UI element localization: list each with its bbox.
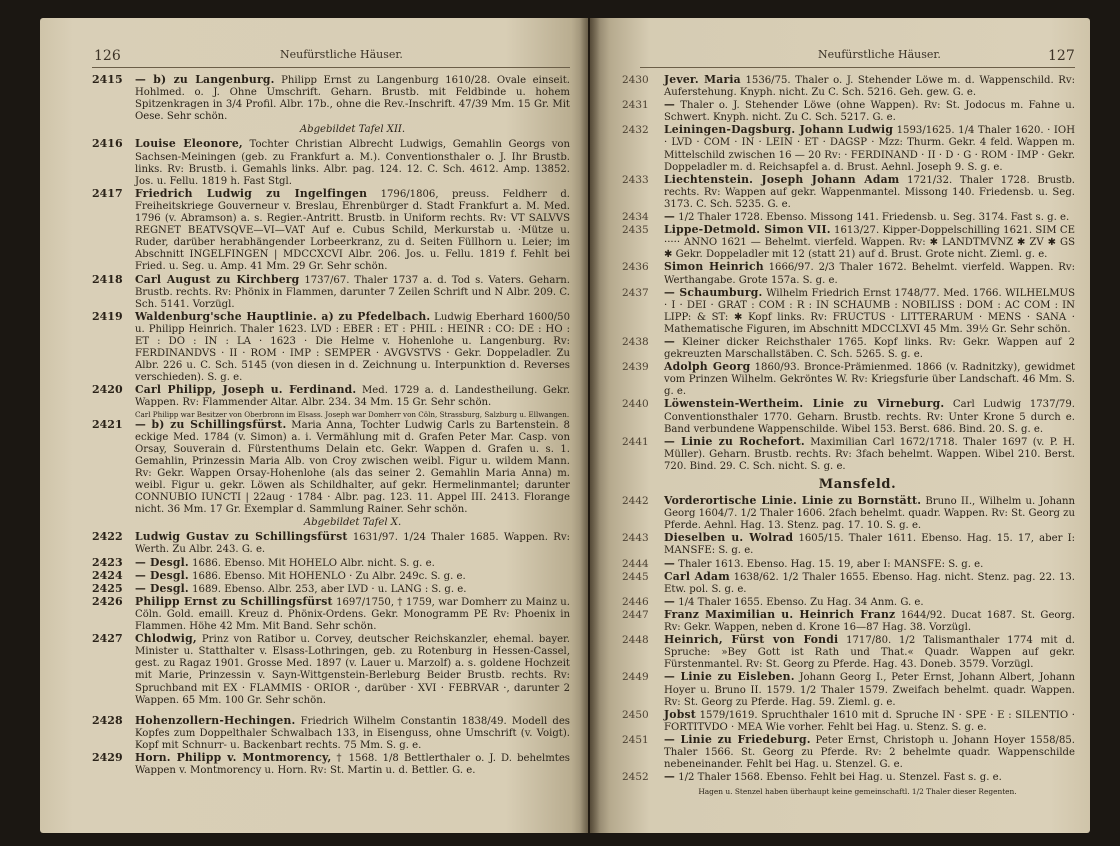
header-rule	[92, 67, 570, 68]
catalog-entry	[92, 633, 570, 707]
entry-heading: Carl Philipp, Joseph u. Ferdinand.	[135, 383, 357, 397]
entry-description: 1631/97. 1/24 Thaler 1685. Wappen. Rv: Werth. Zu Albr. 243. G. e.	[135, 532, 570, 556]
catalog-entry	[622, 770, 1075, 784]
lot-number: 2434	[622, 211, 649, 224]
lot-number: 2415	[92, 73, 123, 86]
entry-description: 1737/67. Thaler 1737 a. d. Tod s. Vaters. Geharn. Brustb. rechts. Rv: Phönix in Flammen, darunter 7 Zeilen Schrift und N Albr. 209. C. Sch. 5141. Vorzügl.	[135, 274, 570, 310]
entry-list	[622, 73, 1076, 798]
catalog-entry	[622, 73, 1075, 99]
entry-heading: Jever. Maria	[664, 73, 741, 86]
lot-number: 2439	[622, 361, 649, 374]
entry-heading: Louise Eleonore,	[135, 137, 243, 151]
lot-number: 2442	[622, 495, 649, 508]
book-gutter	[580, 18, 600, 833]
entry-description: 1605/15. Thaler 1611. Ebenso. Hag. 15. 17, aber I: MANSFE: S. g. e.	[664, 533, 1075, 557]
catalog-entry	[92, 419, 570, 530]
page-number: 126	[94, 48, 121, 64]
lot-number: 2437	[622, 286, 649, 299]
entry-heading: —	[664, 210, 675, 224]
entry-description: Ludwig Eberhard 1600/50 u. Philipp Heinrich. Thaler 1623. LVD : EBER : ET : PHIL : HEINR : CO: DE : HO : ET : DO : IN : LA · 1623 · Die Helme v. Hohenlohe u. Langenburg. Rv: FERDINANDVS · II · ROM · IMP : SEMPER · AVGVSTVS · Gekr. Doppeladler. Zu Albr. 226 u. C. Sch. 5145 (von diesen in d. Zeichnung u. Interpunktion d. Reverses verschieden). S. g. e.	[135, 311, 570, 384]
entry-description: Med. 1729 a. d. Landestheilung. Gekr. Wappen. Rv: Flammender Altar. Albr. 234. 34 Mm. 15 Gr. Sehr schön.	[135, 385, 570, 409]
lot-number: 2445	[622, 570, 649, 583]
section-heading: Mansfeld.	[818, 477, 897, 492]
lot-number: 2419	[92, 309, 123, 323]
plate-reference: Abgebildet Tafel X.	[303, 517, 402, 529]
catalog-entry	[92, 715, 570, 752]
entry-heading: Hohenzollern-Hechingen.	[135, 713, 296, 727]
lot-number: 2428	[92, 713, 123, 727]
entry-description: 1697/1750, † 1759, war Domherr zu Mainz u. Cöln. Gold. emaill. Kreuz d. Phönix-Ordens. Gekr. Monogramm PE Rv: Phoenix in Flammen. Höhe 42 Mm. Mit Band. Sehr schön.	[135, 596, 571, 633]
entry-heading: Simon Heinrich	[664, 260, 764, 274]
catalog-entry	[622, 732, 1075, 771]
lot-number: 2432	[622, 124, 649, 137]
entry-description: Friedrich Wilhelm Constantin 1838/49. Modell des Kopfes zum Doppelthaler Schwalbach 133, in Eisenguss, ohne Umschrift (v. Voigt). Kopf mit Schnurr- u. Backenbart rechts. 75 Mm. S. g. e.	[135, 715, 570, 751]
lot-number: 2452	[622, 771, 649, 784]
lot-number: 2440	[622, 398, 649, 411]
catalog-entry	[622, 98, 1075, 124]
entry-description: 1536/75. Thaler o. J. Stehender Löwe m. d. Wappenschild. Rv: Auferstehung. Knyph. nicht. Zu C. Sch. 5216. Geh. gew. G. e.	[664, 75, 1075, 99]
catalog-entry	[622, 531, 1075, 557]
entry-heading: Löwenstein-Wertheim. Linie zu Virneburg.	[664, 397, 945, 411]
entry-heading: Jobst	[664, 707, 696, 721]
entry-heading: — Linie zu Friedeburg.	[664, 732, 811, 746]
entry-heading: Philipp Ernst zu Schillingsfürst	[135, 594, 333, 608]
left-page	[40, 18, 588, 833]
lot-number: 2427	[92, 632, 123, 646]
catalog-entry	[622, 260, 1075, 286]
entry-heading: Franz Maximilian u. Heinrich Franz	[664, 607, 896, 621]
entry-heading: Horn. Philipp v. Montmorency,	[135, 750, 332, 764]
running-head: Neufürstliche Häuser.	[818, 48, 941, 61]
lot-number: 2425	[92, 581, 123, 595]
entry-heading: Vorderortische Linie. Linie zu Bornstätt.	[664, 494, 922, 508]
catalog-entry	[92, 311, 570, 385]
catalog-entry	[622, 172, 1075, 211]
catalog-entry	[92, 531, 570, 556]
catalog-entry	[622, 607, 1075, 634]
entry-description: 1/2 Thaler 1568. Ebenso. Fehlt bei Hag. u. Stenzel. Fast s. g. e.	[678, 772, 1002, 784]
catalog-entry	[622, 223, 1076, 261]
catalog-entry	[622, 494, 1076, 532]
entry-description: 1686. Ebenso. Mit HOHELO Albr. nicht. S. g. e.	[192, 557, 435, 569]
entry-description: 1/2 Thaler 1728. Ebenso. Missong 141. Friedensb. u. Seg. 3174. Fast s. g. e.	[678, 212, 1070, 224]
lot-number: 2441	[622, 435, 649, 448]
catalog-entry	[622, 334, 1075, 361]
lot-number: 2448	[622, 634, 649, 647]
entry-description: 1613/27. Kipper-Doppelschilling 1621. SIM CE ····· ANNO 1621 — Behelmt. vierfeld. Wappen. Rv: ✱ LANDTMVNZ ✱ ZV ✱ GS ✱ Gekr. Doppeladler mit 12 (statt 21) auf d. Brust. Grote nicht. Zieml. g. e.	[664, 225, 1076, 261]
lot-number: 2424	[92, 568, 123, 582]
entry-heading: — Desgl.	[135, 555, 189, 569]
catalog-entry	[622, 707, 1075, 734]
entry-heading: — Linie zu Eisleben.	[664, 670, 795, 684]
entry-description: Philipp Ernst zu Langenburg 1610/28. Ovale einseit. Hohlmed. o. J. Ohne Umschrift. Geharn. Brustb. mit Feldbinde u. hohem Spitzenkragen in 3/4 Profil. Albr. 17b., ohne die Rev.-Inschrift. 47/39 Mm. 15 Gr. Mit Oese. Sehr schön.	[135, 75, 570, 123]
lot-number: 2436	[622, 261, 649, 274]
catalog-entry	[92, 138, 570, 187]
lot-number: 2435	[622, 224, 649, 237]
page-number: 127	[1048, 48, 1075, 64]
entry-heading: —	[664, 334, 675, 348]
catalog-entry	[92, 188, 570, 274]
entry-heading: — Linie zu Rochefort.	[664, 434, 805, 448]
entry-heading: Dieselben u. Wolrad	[664, 531, 794, 545]
entry-heading: Chlodwig,	[135, 632, 197, 646]
lot-number: 2417	[92, 186, 123, 200]
entry-description: Thaler o. J. Stehender Löwe (ohne Wappen). Rv: St. Jodocus m. Fahne u. Schwert. Knyph. nicht. Zu C. Sch. 5217. G. e.	[664, 100, 1075, 124]
lot-number: 2423	[92, 555, 123, 569]
entry-heading: — Desgl.	[135, 581, 189, 595]
entry-heading: — b) zu Langenburg.	[135, 73, 275, 86]
entry-description: Tochter Christian Albrecht Ludwigs, Gemahlin Georgs von Sachsen-Meiningen (geb. zu Frankfurt a. M.). Conventionsthaler o. J. Ihr Brustb. links. Rv: Brustb. i. Gemahls links. Albr. pag. 124. 12. C. Sch. 4612. Amp. 13852. Jos. u. Fellu. 1819 h. Fast Stgl.	[135, 139, 570, 187]
lot-number: 2451	[622, 733, 649, 746]
lot-number: 2431	[622, 99, 649, 112]
entry-heading: Heinrich, Fürst von Fondi	[664, 633, 839, 647]
lot-number: 2443	[622, 532, 649, 545]
entry-description: 1689. Ebenso. Albr. 253, aber LVD · u. LANG : S. g. e.	[192, 583, 467, 595]
entry-heading: —	[664, 556, 675, 570]
entry-heading: Carl Adam	[664, 569, 730, 583]
entry-description: Thaler 1613. Ebenso. Hag. 15. 19, aber I: MANSFE: S. g. e.	[678, 558, 984, 570]
entry-heading: — Desgl.	[135, 568, 189, 582]
entry-heading: Friedrich Ludwig zu Ingelfingen	[135, 186, 368, 200]
entry-description: Bruno II., Wilhelm u. Johann Georg 1604/7. 1/2 Thaler 1606. 2fach behelmt. quadr. Wappen. Rv: St. Georg zu Pferde. Aehnl. Hag. 13. Stenz. pag. 17. 10. S. g. e.	[664, 496, 1076, 532]
catalog-entry	[622, 569, 1075, 596]
page-footnote: Hagen u. Stenzel haben überhaupt keine gemeinschaftl. 1/2 Thaler dieser Regenten.	[698, 787, 1017, 797]
open-book	[40, 18, 1090, 833]
entry-description: Carl Ludwig 1737/79. Conventionsthaler 1770. Geharn. Brustb. rechts. Rv: Unter Krone 5 durch e. Band verbundene Wappenschilde. Wibel 153. Berst. 686. Bind. 20. S. g. e.	[664, 399, 1075, 435]
entry-heading: —	[664, 770, 675, 784]
right-page	[590, 18, 1090, 833]
entry-heading: —	[664, 594, 675, 608]
catalog-entry	[622, 285, 1075, 336]
catalog-entry	[92, 596, 570, 633]
entry-description: Prinz von Ratibor u. Corvey, deutscher Reichskanzler, ehemal. bayer. Minister u. Statthalter v. Elsass-Lothringen, geb. zu Rotenburg in Hessen-Cassel, gest. zu Ragaz 1901. Grosse Med. 1897 (v. Lauer u. Marzolf) a. s. goldene Hochzeit mit Marie, Prinzessin v. Sayn-Wittgenstein-Berleburg Beider Brustb. rechts. Rv: Spruchband mit EX · FLAMMIS · ORIOR ·, darüber · XVI · FEBRVAR ·, darunter 2 Wappen. 65 Mm. 100 Gr. Sehr schön.	[135, 634, 570, 706]
entry-description: Kleiner dicker Reichsthaler 1765. Kopf links. Rv: Gekr. Wappen auf 2 gekreuzten Marschallstäben. C. Sch. 5265. S. g. e.	[664, 336, 1075, 361]
entry-description: Maria Anna, Tochter Ludwig Carls zu Bartenstein. 8 eckige Med. 1784 (v. Simon) a. i. Vermählung mit d. Grafen Peter Mar. Casp. von Orsay, Souverain d. Fürstenthums Delain etc. Gekr. Wappen d. Grafen u. s. 1. Gemahlin, Prinzessin Maria Alb. von Croy zwischen weibl. Figur u. wildem Mann. Rv: Gekr. Wappen Orsay-Hohenlohe (als das seiner 2. Gemahlin Maria Anna) m. weibl. Figur u. gekr. Löwen als Schildhalter, auf gekr. Hermelinmantel; darunter CONNUBIO IUNCTI | 22aug · 1784 · Albr. pag. 123. 11. Appel III. 2413. Florange nicht. 36 Mm. 17 Gr. Exemplar d. Sammlung Rainer. Sehr schön.	[135, 419, 570, 516]
lot-number: 2416	[92, 137, 123, 151]
entry-description: Maximilian Carl 1672/1718. Thaler 1697 (v. P. H. Müller). Geharn. Brustb. rechts. Rv: 3fach behelmt. Wappen. Wibel 210. Berst. 720. Bind. 29. C. Sch. nicht. S. g. e.	[664, 436, 1075, 472]
lot-number: 2429	[92, 750, 123, 764]
plate-reference: Abgebildet Tafel XII.	[299, 124, 406, 136]
catalog-entry	[92, 74, 570, 136]
lot-number: 2444	[622, 557, 649, 570]
entry-description: 1638/62. 1/2 Thaler 1655. Ebenso. Hag. nicht. Stenz. pag. 22. 13. Etw. pol. S. g. e.	[664, 571, 1075, 595]
catalog-entry	[92, 274, 570, 311]
lot-number: 2449	[622, 671, 649, 684]
lot-number: 2433	[622, 173, 649, 186]
entry-heading: Lippe-Detmold. Simon VII.	[664, 223, 831, 237]
entry-description: 1721/32. Thaler 1728. Brustb. rechts. Rv: Wappen auf gekr. Wappenmantel. Missong 140. Friedensb. u. Seg. 3173. C. Sch. 5235. G. e.	[664, 174, 1075, 210]
entry-description: Johann Georg I., Peter Ernst, Johann Albert, Johann Hoyer u. Bruno II. 1579. 1/2 Thaler 1579. Zweifach behelmt. quadr. Wappen. Rv: St. Georg zu Pferde. Hag. 59. Zieml. g. e.	[664, 672, 1075, 708]
catalog-entry	[622, 670, 1075, 708]
catalog-entry	[622, 360, 1076, 398]
entry-description: Peter Ernst, Christoph u. Johann Hoyer 1558/85. Thaler 1566. St. Georg zu Pferde. Rv: 2 behelmte quadr. Wappenschilde nebeneinander. Fehlt bei Hag. u. Stenzel. G. e.	[664, 734, 1075, 771]
entry-description: 1796/1806, preuss. Feldherr d. Freiheitskriege Gouverneur v. Breslau, Ehrenbürger d. Stadt Frankfurt a. M. Med. 1796 (v. Abramson) a. s. Regier.-Antritt. Brustb. in Uniform rechts. Rv: VT SALVVS REGNET BEATVSQVE—VI—VAT Auf e. Cubus Schild, Merkurstab u. ·Mütze u. Ruder, darüber herabhängender Lorbeerkranz, zu d. Seiten Füllhorn u. Leier; im Abschnitt INGELFINGEN | MDCCXCVI Albr. 206. Jos. u. Fellu. 1819 f. Fehlt bei Fried. u. Seg. u. Amp. 41 Mm. 29 Gr. Sehr schön.	[135, 188, 570, 273]
entry-description: 1644/92. Ducat 1687. St. Georg. Rv: Gekr. Wappen, neben d. Krone 16—87 Hag. 38. Vorzügl.	[664, 609, 1075, 634]
catalog-entry	[622, 397, 1075, 435]
catalog-entry	[622, 633, 1075, 671]
entry-description: 1579/1619. Spruchthaler 1610 mit d. Spruche IN · SPE · E : SILENTIO · FORTITVDO · MEA Wie vorher. Fehlt bei Hag. u. Stenz. S. g. e.	[664, 709, 1075, 733]
entry-heading: — Schaumburg.	[664, 285, 763, 299]
lot-number: 2420	[92, 383, 123, 397]
catalog-entry	[92, 384, 570, 418]
entry-description: † 1568. 1/8 Bettlerthaler o. J. D. behelmtes Wappen v. Montmorency u. Horn. Rv: St. Martin u. d. Bettler. G. e.	[135, 752, 570, 777]
entry-description: 1717/80. 1/2 Talismanthaler 1774 mit d. Spruche: »Bey Gott ist Rath und That.« Quadr. Wappen auf gekr. Fürstenmantel. Rv: St. Georg zu Pferde. Hag. 43. Doneb. 3579. Vorzügl.	[664, 635, 1075, 671]
entry-list	[92, 74, 570, 777]
lot-number: 2450	[622, 708, 649, 721]
lot-number: 2447	[622, 608, 649, 621]
entry-description: 1860/93. Bronce-Prämienmed. 1866 (v. Radnitzky), gewidmet vom Prinzen Wilhelm. Gekröntes W. Rv: Kriegsfurie über Landschaft. 46 Mm. S. g. e.	[664, 362, 1076, 398]
running-head: Neufürstliche Häuser.	[280, 48, 403, 61]
catalog-entry	[622, 434, 1075, 473]
entry-heading: Waldenburg'sche Hauptlinie. a) zu Pfedelbach.	[135, 309, 431, 323]
entry-heading: —	[664, 98, 675, 112]
entry-heading: — b) zu Schillingsfürst.	[135, 417, 287, 431]
lot-number: 2422	[92, 530, 123, 544]
entry-description: 1593/1625. 1/4 Thaler 1620. · IOH · LVD · COM · IN · LEIN · ET · DAGSP · Mzz: Thurm. Gekr. 4 feld. Wappen m. Mittelschild zwischen 16 — 20 Rv: · FERDINAND · II · D · G · ROM · IMP · Gekr. Doppeladler m. d. Reichsapfel a. d. Brust. Aehnl. Joseph 9. S. g. e.	[664, 125, 1075, 173]
entry-heading: Carl August zu Kirchberg	[135, 272, 300, 286]
catalog-entry	[92, 752, 570, 777]
lot-number: 2426	[92, 594, 123, 608]
header-rule	[640, 67, 1075, 68]
lot-number: 2438	[622, 335, 649, 348]
entry-description: 1/4 Thaler 1655. Ebenso. Zu Hag. 34 Anm. G. e.	[678, 596, 924, 608]
lot-number: 2418	[92, 272, 123, 286]
entry-heading: Ludwig Gustav zu Schillingsfürst	[135, 530, 348, 544]
entry-description: 1686. Ebenso. Mit HOHENLO · Zu Albr. 249c. S. g. e.	[192, 570, 466, 582]
lot-number: 2446	[622, 595, 649, 608]
lot-number: 2430	[622, 74, 649, 86]
entry-heading: Adolph Georg	[664, 360, 751, 374]
entry-description: 1666/97. 2/3 Thaler 1672. Behelmt. vierfeld. Wappen. Rv: Werthangabe. Grote 157a. S. g. e.	[664, 262, 1075, 286]
entry-description: Wilhelm Friedrich Ernst 1748/77. Med. 1766. WILHELMUS · I · DEI · GRAT : COM : R : IN SCHAUMB : NOBILISS : DOM : AC COM : IN LIPP: & ST: ✱ Kopf links. Rv: FRUCTUS · LITTERARUM · MENS · SANA · Mathematische Figuren, im Abschnitt MDCCLXVI 45 Mm. 39½ Gr. Sehr schön.	[664, 287, 1075, 335]
catalog-entry	[622, 123, 1075, 173]
lot-number: 2421	[92, 417, 123, 431]
entry-heading: Liechtenstein. Joseph Johann Adam	[664, 172, 900, 186]
entry-note: Carl Philipp war Besitzer von Oberbronn im Elsass. Joseph war Domherr von Cöln, Strassburg, Salzburg u. Ellwangen.	[135, 409, 570, 419]
entry-heading: Leiningen-Dagsburg. Johann Ludwig	[664, 123, 894, 137]
